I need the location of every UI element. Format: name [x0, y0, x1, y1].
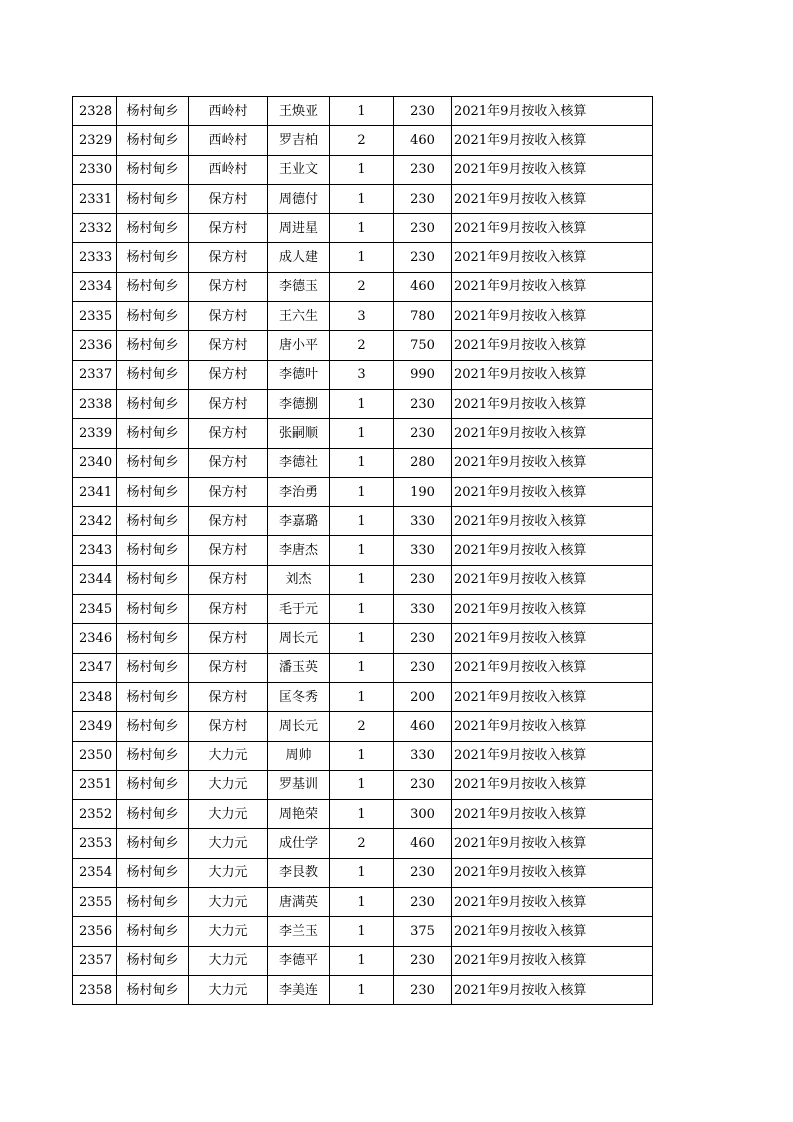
township-cell: 杨村甸乡 [117, 507, 189, 536]
row-number-cell: 2351 [73, 770, 117, 799]
village-cell: 西岭村 [189, 97, 268, 126]
household-count-cell: 1 [330, 243, 394, 272]
household-count-cell: 1 [330, 682, 394, 711]
township-cell: 杨村甸乡 [117, 360, 189, 389]
village-cell: 大力元 [189, 741, 268, 770]
table-row [73, 946, 653, 975]
amount-cell: 460 [394, 829, 452, 858]
table-row [73, 243, 653, 272]
village-cell: 保方村 [189, 712, 268, 741]
row-number-cell: 2338 [73, 389, 117, 418]
township-cell: 杨村甸乡 [117, 770, 189, 799]
amount-cell: 300 [394, 800, 452, 829]
village-cell: 保方村 [189, 243, 268, 272]
household-count-cell: 1 [330, 800, 394, 829]
table-row [73, 97, 653, 126]
row-number-cell: 2350 [73, 741, 117, 770]
township-cell: 杨村甸乡 [117, 477, 189, 506]
village-cell: 保方村 [189, 595, 268, 624]
household-count-cell: 1 [330, 858, 394, 887]
table-row [73, 331, 653, 360]
township-cell: 杨村甸乡 [117, 653, 189, 682]
row-number-cell: 2353 [73, 829, 117, 858]
name-cell: 周长元 [268, 712, 330, 741]
name-cell: 毛于元 [268, 595, 330, 624]
township-cell: 杨村甸乡 [117, 272, 189, 301]
household-count-cell: 1 [330, 595, 394, 624]
name-cell: 成仕学 [268, 829, 330, 858]
note-cell: 2021年9月按收入核算 [452, 682, 653, 711]
row-number-cell: 2349 [73, 712, 117, 741]
note-cell: 2021年9月按收入核算 [452, 946, 653, 975]
household-count-cell: 1 [330, 507, 394, 536]
village-cell: 保方村 [189, 507, 268, 536]
name-cell: 唐满英 [268, 888, 330, 917]
name-cell: 王焕亚 [268, 97, 330, 126]
household-count-cell: 1 [330, 419, 394, 448]
name-cell: 潘玉英 [268, 653, 330, 682]
row-number-cell: 2354 [73, 858, 117, 887]
household-count-cell: 1 [330, 917, 394, 946]
village-cell: 保方村 [189, 214, 268, 243]
name-cell: 罗吉柏 [268, 126, 330, 155]
data-table [72, 96, 653, 1005]
township-cell: 杨村甸乡 [117, 302, 189, 331]
table-row [73, 624, 653, 653]
household-count-cell: 1 [330, 565, 394, 594]
table-row [73, 448, 653, 477]
township-cell: 杨村甸乡 [117, 184, 189, 213]
table-row [73, 360, 653, 389]
name-cell: 张嗣顺 [268, 419, 330, 448]
amount-cell: 330 [394, 507, 452, 536]
village-cell: 西岭村 [189, 155, 268, 184]
note-cell: 2021年9月按收入核算 [452, 243, 653, 272]
township-cell: 杨村甸乡 [117, 800, 189, 829]
township-cell: 杨村甸乡 [117, 536, 189, 565]
village-cell: 保方村 [189, 565, 268, 594]
note-cell: 2021年9月按收入核算 [452, 624, 653, 653]
township-cell: 杨村甸乡 [117, 741, 189, 770]
row-number-cell: 2336 [73, 331, 117, 360]
row-number-cell: 2334 [73, 272, 117, 301]
village-cell: 保方村 [189, 477, 268, 506]
table-row [73, 682, 653, 711]
amount-cell: 230 [394, 389, 452, 418]
note-cell: 2021年9月按收入核算 [452, 184, 653, 213]
village-cell: 大力元 [189, 917, 268, 946]
name-cell: 周进星 [268, 214, 330, 243]
table-row [73, 975, 653, 1004]
household-count-cell: 2 [330, 331, 394, 360]
note-cell: 2021年9月按收入核算 [452, 389, 653, 418]
township-cell: 杨村甸乡 [117, 419, 189, 448]
note-cell: 2021年9月按收入核算 [452, 858, 653, 887]
township-cell: 杨村甸乡 [117, 595, 189, 624]
amount-cell: 230 [394, 888, 452, 917]
row-number-cell: 2355 [73, 888, 117, 917]
row-number-cell: 2341 [73, 477, 117, 506]
note-cell: 2021年9月按收入核算 [452, 712, 653, 741]
amount-cell: 230 [394, 419, 452, 448]
amount-cell: 230 [394, 975, 452, 1004]
household-count-cell: 1 [330, 653, 394, 682]
table-row [73, 536, 653, 565]
note-cell: 2021年9月按收入核算 [452, 126, 653, 155]
amount-cell: 230 [394, 243, 452, 272]
name-cell: 罗基训 [268, 770, 330, 799]
row-number-cell: 2342 [73, 507, 117, 536]
note-cell: 2021年9月按收入核算 [452, 155, 653, 184]
table-row [73, 272, 653, 301]
household-count-cell: 1 [330, 477, 394, 506]
amount-cell: 230 [394, 97, 452, 126]
household-count-cell: 2 [330, 712, 394, 741]
table-row [73, 888, 653, 917]
township-cell: 杨村甸乡 [117, 917, 189, 946]
household-count-cell: 1 [330, 155, 394, 184]
amount-cell: 230 [394, 653, 452, 682]
row-number-cell: 2352 [73, 800, 117, 829]
village-cell: 保方村 [189, 331, 268, 360]
name-cell: 李德叶 [268, 360, 330, 389]
household-count-cell: 2 [330, 272, 394, 301]
village-cell: 西岭村 [189, 126, 268, 155]
village-cell: 保方村 [189, 624, 268, 653]
name-cell: 刘杰 [268, 565, 330, 594]
note-cell: 2021年9月按收入核算 [452, 653, 653, 682]
row-number-cell: 2335 [73, 302, 117, 331]
amount-cell: 230 [394, 770, 452, 799]
amount-cell: 230 [394, 946, 452, 975]
table-row [73, 302, 653, 331]
name-cell: 李艮教 [268, 858, 330, 887]
household-count-cell: 1 [330, 97, 394, 126]
amount-cell: 780 [394, 302, 452, 331]
household-count-cell: 1 [330, 770, 394, 799]
row-number-cell: 2328 [73, 97, 117, 126]
table-row [73, 389, 653, 418]
township-cell: 杨村甸乡 [117, 565, 189, 594]
note-cell: 2021年9月按收入核算 [452, 477, 653, 506]
table-row [73, 184, 653, 213]
amount-cell: 230 [394, 565, 452, 594]
household-count-cell: 2 [330, 829, 394, 858]
name-cell: 李美连 [268, 975, 330, 1004]
row-number-cell: 2347 [73, 653, 117, 682]
township-cell: 杨村甸乡 [117, 712, 189, 741]
household-count-cell: 3 [330, 302, 394, 331]
note-cell: 2021年9月按收入核算 [452, 741, 653, 770]
township-cell: 杨村甸乡 [117, 888, 189, 917]
village-cell: 大力元 [189, 858, 268, 887]
township-cell: 杨村甸乡 [117, 331, 189, 360]
name-cell: 李兰玉 [268, 917, 330, 946]
amount-cell: 200 [394, 682, 452, 711]
table-row [73, 419, 653, 448]
row-number-cell: 2357 [73, 946, 117, 975]
row-number-cell: 2344 [73, 565, 117, 594]
amount-cell: 375 [394, 917, 452, 946]
row-number-cell: 2333 [73, 243, 117, 272]
note-cell: 2021年9月按收入核算 [452, 272, 653, 301]
village-cell: 保方村 [189, 389, 268, 418]
village-cell: 大力元 [189, 888, 268, 917]
name-cell: 周德付 [268, 184, 330, 213]
village-cell: 大力元 [189, 975, 268, 1004]
village-cell: 保方村 [189, 272, 268, 301]
village-cell: 大力元 [189, 829, 268, 858]
note-cell: 2021年9月按收入核算 [452, 302, 653, 331]
amount-cell: 330 [394, 741, 452, 770]
township-cell: 杨村甸乡 [117, 829, 189, 858]
township-cell: 杨村甸乡 [117, 389, 189, 418]
name-cell: 王六生 [268, 302, 330, 331]
row-number-cell: 2332 [73, 214, 117, 243]
row-number-cell: 2345 [73, 595, 117, 624]
table-row [73, 712, 653, 741]
table-row [73, 126, 653, 155]
household-count-cell: 2 [330, 126, 394, 155]
village-cell: 保方村 [189, 536, 268, 565]
note-cell: 2021年9月按收入核算 [452, 419, 653, 448]
name-cell: 成人建 [268, 243, 330, 272]
name-cell: 匡冬秀 [268, 682, 330, 711]
amount-cell: 280 [394, 448, 452, 477]
township-cell: 杨村甸乡 [117, 946, 189, 975]
township-cell: 杨村甸乡 [117, 214, 189, 243]
amount-cell: 230 [394, 155, 452, 184]
name-cell: 李德捌 [268, 389, 330, 418]
township-cell: 杨村甸乡 [117, 126, 189, 155]
amount-cell: 460 [394, 712, 452, 741]
name-cell: 唐小平 [268, 331, 330, 360]
township-cell: 杨村甸乡 [117, 243, 189, 272]
table-row [73, 595, 653, 624]
name-cell: 李德平 [268, 946, 330, 975]
village-cell: 保方村 [189, 653, 268, 682]
name-cell: 李嘉璐 [268, 507, 330, 536]
note-cell: 2021年9月按收入核算 [452, 595, 653, 624]
amount-cell: 750 [394, 331, 452, 360]
household-count-cell: 1 [330, 888, 394, 917]
township-cell: 杨村甸乡 [117, 624, 189, 653]
village-cell: 保方村 [189, 360, 268, 389]
note-cell: 2021年9月按收入核算 [452, 829, 653, 858]
row-number-cell: 2337 [73, 360, 117, 389]
name-cell: 李唐杰 [268, 536, 330, 565]
note-cell: 2021年9月按收入核算 [452, 507, 653, 536]
table-row [73, 214, 653, 243]
note-cell: 2021年9月按收入核算 [452, 536, 653, 565]
household-count-cell: 1 [330, 741, 394, 770]
row-number-cell: 2340 [73, 448, 117, 477]
household-count-cell: 3 [330, 360, 394, 389]
note-cell: 2021年9月按收入核算 [452, 888, 653, 917]
amount-cell: 230 [394, 858, 452, 887]
household-count-cell: 1 [330, 184, 394, 213]
amount-cell: 230 [394, 624, 452, 653]
township-cell: 杨村甸乡 [117, 682, 189, 711]
amount-cell: 330 [394, 595, 452, 624]
name-cell: 李德玉 [268, 272, 330, 301]
village-cell: 大力元 [189, 770, 268, 799]
name-cell: 周艳荣 [268, 800, 330, 829]
row-number-cell: 2331 [73, 184, 117, 213]
village-cell: 大力元 [189, 800, 268, 829]
village-cell: 保方村 [189, 682, 268, 711]
household-count-cell: 1 [330, 214, 394, 243]
table-row [73, 858, 653, 887]
household-count-cell: 1 [330, 946, 394, 975]
amount-cell: 230 [394, 184, 452, 213]
note-cell: 2021年9月按收入核算 [452, 214, 653, 243]
row-number-cell: 2358 [73, 975, 117, 1004]
note-cell: 2021年9月按收入核算 [452, 565, 653, 594]
amount-cell: 190 [394, 477, 452, 506]
note-cell: 2021年9月按收入核算 [452, 448, 653, 477]
note-cell: 2021年9月按收入核算 [452, 917, 653, 946]
row-number-cell: 2339 [73, 419, 117, 448]
row-number-cell: 2348 [73, 682, 117, 711]
note-cell: 2021年9月按收入核算 [452, 975, 653, 1004]
note-cell: 2021年9月按收入核算 [452, 97, 653, 126]
table-row [73, 917, 653, 946]
note-cell: 2021年9月按收入核算 [452, 800, 653, 829]
row-number-cell: 2330 [73, 155, 117, 184]
table-body [73, 97, 653, 1005]
row-number-cell: 2343 [73, 536, 117, 565]
township-cell: 杨村甸乡 [117, 448, 189, 477]
amount-cell: 460 [394, 272, 452, 301]
household-count-cell: 1 [330, 536, 394, 565]
table-row [73, 507, 653, 536]
township-cell: 杨村甸乡 [117, 858, 189, 887]
table-row [73, 800, 653, 829]
name-cell: 周帅 [268, 741, 330, 770]
table-row [73, 565, 653, 594]
village-cell: 保方村 [189, 302, 268, 331]
note-cell: 2021年9月按收入核算 [452, 331, 653, 360]
village-cell: 大力元 [189, 946, 268, 975]
row-number-cell: 2346 [73, 624, 117, 653]
household-count-cell: 1 [330, 389, 394, 418]
note-cell: 2021年9月按收入核算 [452, 770, 653, 799]
row-number-cell: 2329 [73, 126, 117, 155]
township-cell: 杨村甸乡 [117, 97, 189, 126]
name-cell: 李治勇 [268, 477, 330, 506]
amount-cell: 990 [394, 360, 452, 389]
township-cell: 杨村甸乡 [117, 155, 189, 184]
amount-cell: 230 [394, 214, 452, 243]
name-cell: 王业文 [268, 155, 330, 184]
household-count-cell: 1 [330, 975, 394, 1004]
township-cell: 杨村甸乡 [117, 975, 189, 1004]
table-row [73, 829, 653, 858]
name-cell: 李德社 [268, 448, 330, 477]
table-row [73, 155, 653, 184]
household-count-cell: 1 [330, 448, 394, 477]
table-row [73, 477, 653, 506]
note-cell: 2021年9月按收入核算 [452, 360, 653, 389]
village-cell: 保方村 [189, 419, 268, 448]
household-count-cell: 1 [330, 624, 394, 653]
amount-cell: 330 [394, 536, 452, 565]
table-row [73, 741, 653, 770]
name-cell: 周长元 [268, 624, 330, 653]
table-row [73, 653, 653, 682]
table-row [73, 770, 653, 799]
village-cell: 保方村 [189, 448, 268, 477]
amount-cell: 460 [394, 126, 452, 155]
row-number-cell: 2356 [73, 917, 117, 946]
village-cell: 保方村 [189, 184, 268, 213]
